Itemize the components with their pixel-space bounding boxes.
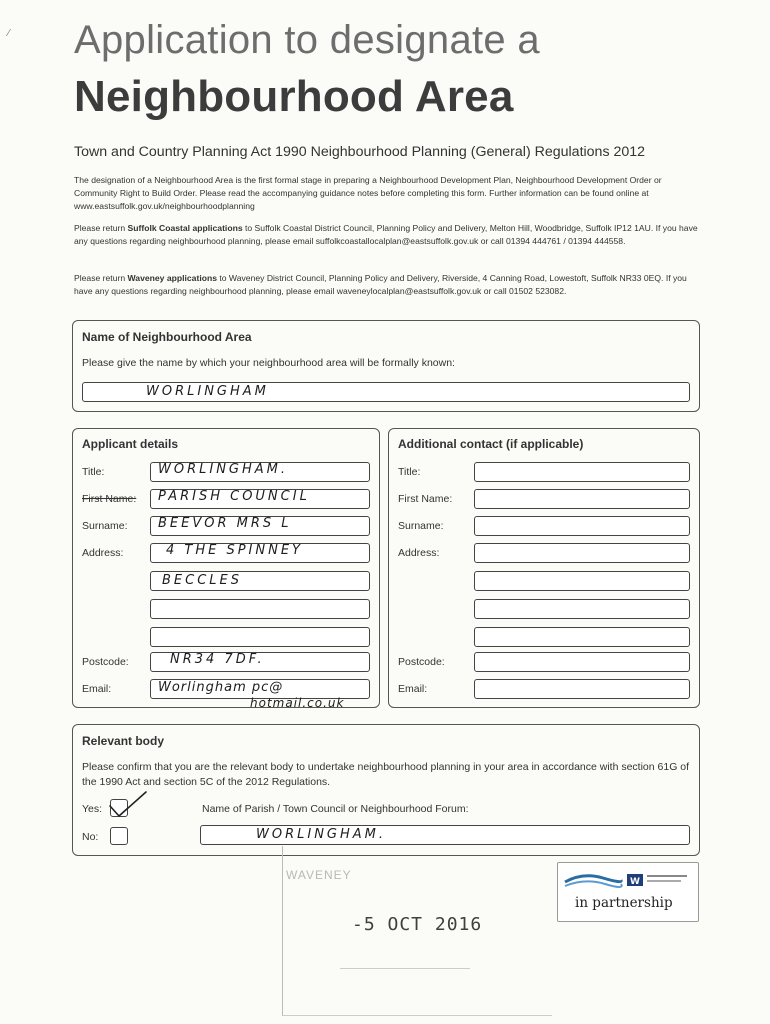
stamp-faint-line <box>340 968 470 982</box>
applicant-address-value-1: 4 THE SPINNEY <box>166 543 303 558</box>
additional-title-input[interactable] <box>474 462 690 482</box>
applicant-postcode-label: Postcode: <box>82 656 129 668</box>
area-name-value: WORLINGHAM <box>146 384 269 399</box>
name-section-title: Name of Neighbourhood Area <box>82 330 252 344</box>
applicant-first-name-label: First Name: <box>82 493 137 505</box>
relevant-body-title: Relevant body <box>82 734 165 748</box>
council-name-value: WORLINGHAM. <box>256 827 387 842</box>
additional-email-input[interactable] <box>474 679 690 699</box>
svg-text:W: W <box>630 877 640 887</box>
additional-contact-title: Additional contact (if applicable) <box>398 437 584 451</box>
additional-surname-label: Surname: <box>398 520 444 532</box>
applicant-title-value: WORLINGHAM. <box>158 462 289 477</box>
additional-address-input-4[interactable] <box>474 627 690 647</box>
applicant-address-value-2: BECCLES <box>162 573 242 588</box>
additional-address-input-2[interactable] <box>474 571 690 591</box>
applicant-email-value-2: hotmail.co.uk <box>250 696 345 710</box>
no-label: No: <box>82 831 99 843</box>
title-line-1: Application to designate a <box>74 18 540 62</box>
additional-email-label: Email: <box>398 683 428 695</box>
additional-address-label: Address: <box>398 547 440 559</box>
name-section-prompt: Please give the name by which your neighbourhood area will be formally known: <box>82 357 455 369</box>
council-logos-icon <box>563 868 693 892</box>
additional-address-input-3[interactable] <box>474 599 690 619</box>
stamp-header: WAVENEY <box>286 868 352 882</box>
applicant-section-title: Applicant details <box>82 437 179 451</box>
scan-mark: ⁄ <box>8 28 10 39</box>
council-name-label: Name of Parish / Town Council or Neighbourhood Forum: <box>202 803 469 815</box>
yes-label: Yes: <box>82 803 103 815</box>
intro-paragraph-3: Please return Waveney applications to Waveney District Council, Planning Policy and Delivery, Riverside, 4 Canning Road, Lowestoft, Suffolk NR33 0EQ. If you have any questions regarding neighbourhood planning, please email waveneylocalplan@eastsuffolk.gov.uk or call 01502 523082. <box>74 273 687 296</box>
tick-mark-icon <box>104 788 150 820</box>
additional-postcode-label: Postcode: <box>398 656 445 668</box>
additional-address-input-1[interactable] <box>474 543 690 563</box>
additional-title-label: Title: <box>398 466 421 478</box>
applicant-surname-value: BEEVOR MRS L <box>158 516 292 531</box>
applicant-address-label: Address: <box>82 547 124 559</box>
intro-paragraph-2: Please return Suffolk Coastal applications to Suffolk Coastal District Council, Planning Policy and Delivery, Melton Hill, Woodbridge, Suffolk IP12 1AU. If you have any questions regarding neighbourhood planning, please email suffolkcoastallocalplan@eastsuffolk.gov.uk or call 01394 444761 / 01394 444558. <box>74 223 698 246</box>
applicant-surname-label: Surname: <box>82 520 128 532</box>
applicant-title-label: Title: <box>82 466 105 478</box>
applicant-email-value-1: Worlingham pc@ <box>158 680 284 695</box>
stamp-date: -5 OCT 2016 <box>352 914 483 935</box>
additional-postcode-input[interactable] <box>474 652 690 672</box>
applicant-email-label: Email: <box>82 683 112 695</box>
title-line-2: Neighbourhood Area <box>74 72 514 121</box>
additional-first-name-label: First Name: <box>398 493 453 505</box>
relevant-body-text: Please confirm that you are the relevant body to undertake neighbourhood planning in your area in accordance with section 61G of the 1990 Act and section 5C of the 2012 Regulations. <box>82 761 690 788</box>
no-checkbox[interactable] <box>110 827 128 845</box>
applicant-first-name-value: PARISH COUNCIL <box>158 489 310 504</box>
partnership-text: in partnership <box>575 895 673 911</box>
applicant-postcode-value: NR34 7DF. <box>170 652 265 667</box>
applicant-address-input-4[interactable] <box>150 627 370 647</box>
applicant-address-input-3[interactable] <box>150 599 370 619</box>
intro-paragraph-1: The designation of a Neighbourhood Area is the first formal stage in preparing a Neighbourhood Development Plan, Neighbourhood Development Order or Community Right to Build Order. Please read the accompanying guidance notes before completing this form. Further information can be found online at www.eastsuffolk.gov.uk/neighbourhoodplanning <box>74 175 662 211</box>
additional-first-name-input[interactable] <box>474 489 690 509</box>
additional-surname-input[interactable] <box>474 516 690 536</box>
subtitle: Town and Country Planning Act 1990 Neighbourhood Planning (General) Regulations 2012 <box>74 144 646 160</box>
